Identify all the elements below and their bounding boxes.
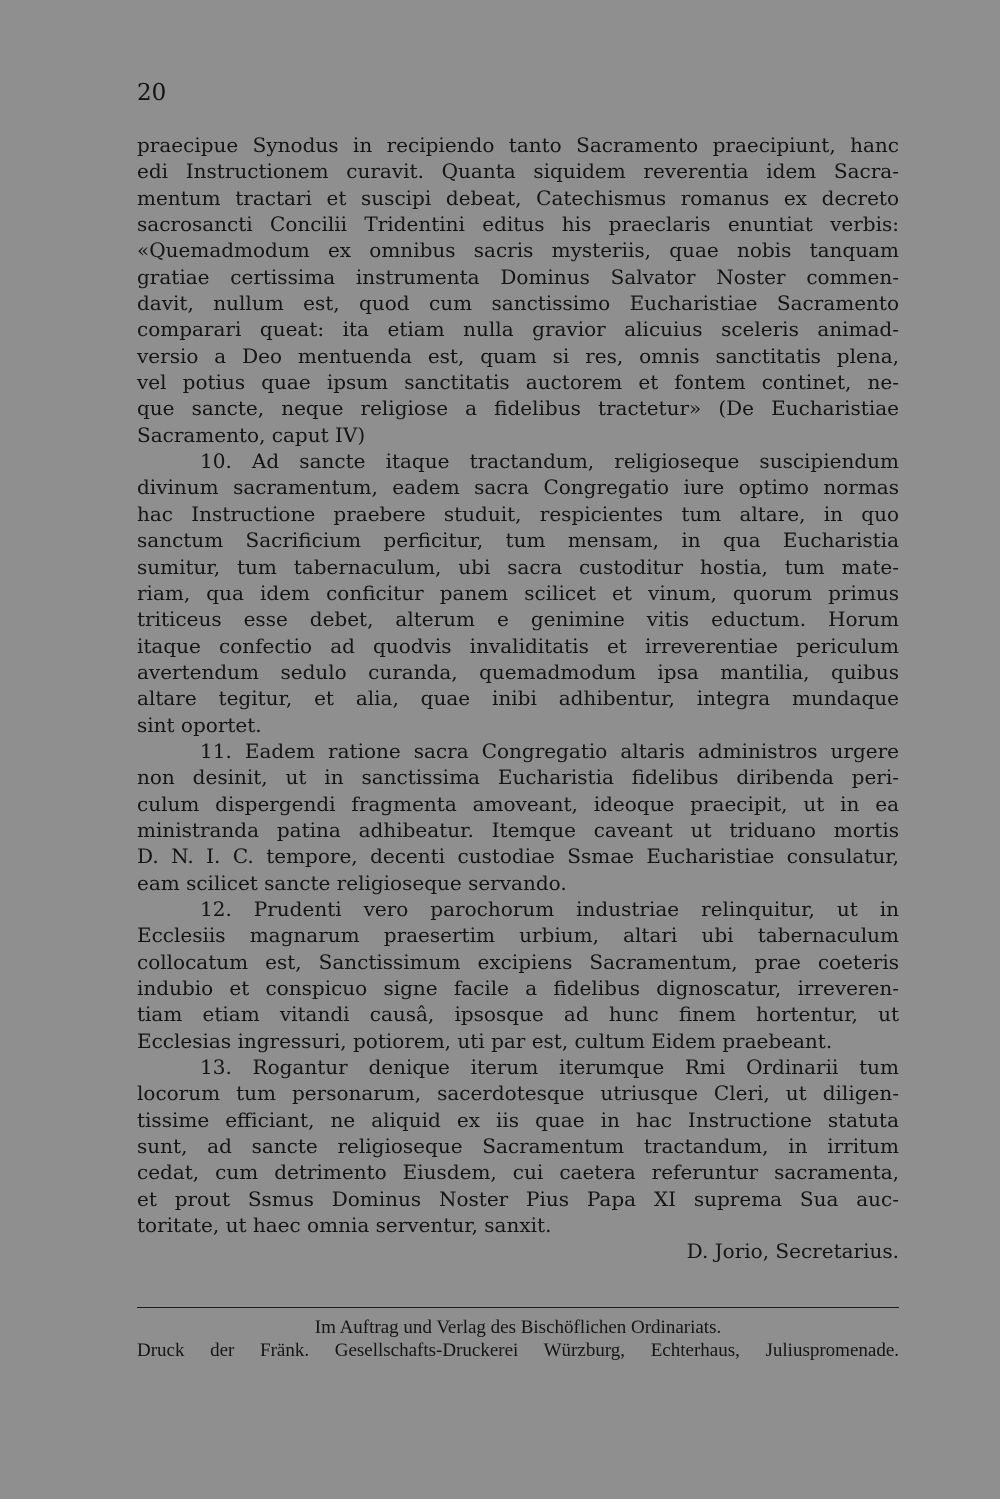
paragraph-10-start: 10. Ad sancte itaque tractandum, religioseque suscipiendum — [200, 449, 899, 474]
text-line: gratiae certissima instrumenta Dominus Salvator Noster commen- — [137, 264, 899, 289]
signature: D. Jorio, Secretarius. — [686, 1239, 899, 1264]
page-number: 20 — [137, 80, 167, 106]
body-text — [137, 132, 899, 1265]
paragraph-12-start: 12. Prudenti vero parochorum industriae relinquitur, ut in — [200, 896, 899, 921]
text-line: davit, nullum est, quod cum sanctissimo Eucharistiae Sacramento — [137, 291, 899, 316]
text-line: sint oportet. — [137, 712, 262, 737]
text-line: sanctum Sacrificium perficitur, tum mensam, in qua Eucharistia — [137, 528, 899, 553]
text-line: triticeus esse debet, alterum e genimine vitis eductum. Horum — [137, 607, 899, 632]
text-line: itaque confectio ad quodvis invaliditatis et irreverentiae periculum — [137, 633, 899, 658]
text-line: comparari queat: ita etiam nulla gravior alicuius sceleris animad- — [137, 317, 899, 342]
text-line: edi Instructionem curavit. Quanta siquidem reverentia idem Sacra- — [137, 159, 899, 184]
text-line: collocatum est, Sanctissimum excipiens Sacramentum, prae coeteris — [137, 949, 899, 974]
text-line: Ecclesias ingressuri, potiorem, uti par est, cultum Eidem praebeant. — [137, 1028, 833, 1053]
text-line: avertendum sedulo curanda, quemadmodum ipsa mantilia, quibus — [137, 659, 899, 684]
text-line: hac Instructione praebere studuit, respicientes tum altare, in quo — [137, 501, 899, 526]
text-line: versio a Deo mentuenda est, quam si res, omnis sanctitatis plena, — [137, 343, 899, 368]
text-line: que sancte, neque religiose a fidelibus tractetur» (De Eucharistiae — [137, 396, 899, 421]
text-line: riam, qua idem conficitur panem scilicet et vinum, quorum primus — [137, 580, 899, 605]
imprint-printer: Druck der Fränk. Gesellschafts-Druckerei Würzburg, Echterhaus, Juliuspromenade. — [137, 1340, 899, 1361]
text-line: toritate, ut haec omnia serventur, sanxit. — [137, 1213, 552, 1238]
text-line: cedat, cum detrimento Eiusdem, cui caetera referuntur sacramenta, — [137, 1160, 899, 1185]
text-line: D. N. I. C. tempore, decenti custodiae Ssmae Eucharistiae consulatur, — [137, 844, 899, 869]
text-line: tissime efficiant, ne aliquid ex iis quae in hac Instructione statuta — [137, 1107, 899, 1132]
text-line: sumitur, tum tabernaculum, ubi sacra custoditur hostia, tum mate- — [137, 554, 899, 579]
text-line: «Quemadmodum ex omnibus sacris mysteriis, quae nobis tanquam — [137, 238, 899, 263]
text-line: divinum sacramentum, eadem sacra Congregatio iure optimo normas — [137, 475, 899, 500]
text-line: sunt, ad sancte religioseque Sacramentum tractandum, in irritum — [137, 1134, 899, 1159]
text-line: ministranda patina adhibeatur. Itemque caveant ut triduano mortis — [137, 817, 899, 842]
text-line: sacrosancti Concilii Tridentini editus his praeclaris enuntiat verbis: — [137, 212, 899, 237]
text-line: locorum tum personarum, sacerdotesque utriusque Cleri, ut diligen- — [137, 1081, 899, 1106]
text-line: indubio et conspicuo signe facile a fidelibus dignoscatur, irreveren- — [137, 976, 899, 1000]
text-line: et prout Ssmus Dominus Noster Pius Papa XI suprema Sua auc- — [137, 1186, 899, 1211]
paragraph-13-start: 13. Rogantur denique iterum iterumque Rmi Ordinarii tum — [200, 1055, 899, 1080]
text-line: Ecclesiis magnarum praesertim urbium, altari ubi tabernaculum — [137, 923, 899, 948]
footer-divider — [137, 1307, 899, 1308]
text-line: eam scilicet sancte religioseque servando. — [137, 870, 567, 895]
text-line: culum dispergendi fragmenta amoveant, ideoque praecipit, ut in ea — [137, 791, 899, 816]
paragraph-11-start: 11. Eadem ratione sacra Congregatio altaris administros urgere — [200, 738, 899, 763]
text-line: praecipue Synodus in recipiendo tanto Sacramento praecipiunt, hanc — [137, 133, 899, 157]
text-line: mentum tractari et suscipi debeat, Catechismus romanus ex decreto — [137, 185, 899, 210]
text-line: Sacramento, caput IV) — [137, 422, 366, 447]
text-line: vel potius quae ipsum sanctitatis auctorem et fontem continet, ne- — [137, 370, 899, 395]
imprint-publisher: Im Auftrag und Verlag des Bischöflichen Ordinariats. — [314, 1317, 722, 1338]
text-line: tiam etiam vitandi causâ, ipsosque ad hunc finem hortentur, ut — [137, 1002, 899, 1027]
text-line: altare tegitur, et alia, quae inibi adhibentur, integra mundaque — [137, 686, 899, 711]
text-line: non desinit, ut in sanctissima Eucharistia fidelibus diribenda peri- — [137, 765, 899, 790]
